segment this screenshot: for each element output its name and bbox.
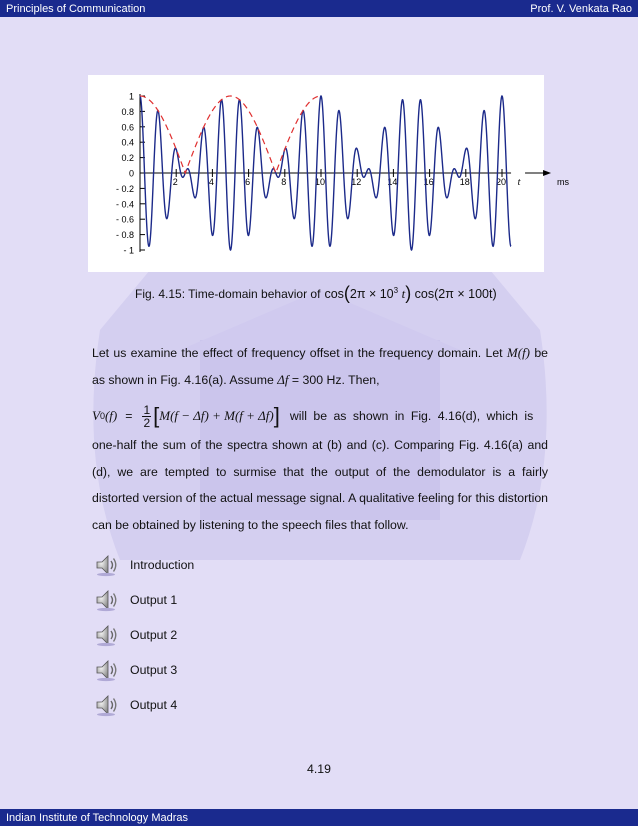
x-axis-unit: ms [557, 177, 570, 187]
y-tick-label: 0.6 [121, 122, 134, 133]
audio-item[interactable] [95, 692, 178, 718]
figure-caption [135, 283, 575, 305]
waveform-chart [88, 75, 570, 272]
audio-item[interactable] [95, 552, 195, 578]
audio-label[interactable]: Output 1 [130, 593, 178, 607]
paragraph-1-mf: M(f) [506, 345, 531, 360]
y-tick-label: 0.2 [121, 153, 134, 164]
paragraph-1-text-b: be as shown in Fig. 4.16(a). Assume [92, 346, 548, 387]
x-axis-variable: t [517, 177, 521, 188]
formula-bracket-close: ] [273, 403, 280, 428]
y-tick-label: - 0.8 [115, 230, 134, 241]
y-tick-label: - 1 [123, 245, 134, 256]
speaker-icon[interactable] [95, 693, 121, 717]
header-title: Principles of Communication [6, 2, 146, 15]
caption-arg-2: 2π × 100t [438, 287, 493, 302]
y-tick-label: - 0.4 [115, 199, 134, 210]
x-tick-label: 8 [281, 177, 287, 187]
audio-label[interactable]: Output 3 [130, 663, 178, 677]
audio-label[interactable]: Output 2 [130, 628, 178, 642]
caption-text: Fig. 4.15: Time-domain behavior of [135, 287, 321, 301]
audio-label[interactable]: Output 4 [130, 698, 178, 712]
x-tick-label: 20 [495, 177, 507, 187]
paragraph-1-eq: = [291, 372, 300, 387]
header-bar [0, 0, 638, 17]
formula-fraction [142, 404, 151, 429]
fraction-numerator: 1 [143, 402, 151, 417]
audio-item[interactable] [95, 657, 178, 683]
caption-formula: $\cos(2\pi \times 10^3$ t) cos(2π × 100t) [324, 283, 497, 304]
audio-item[interactable] [95, 622, 178, 648]
formula-lhs: V [92, 408, 100, 423]
paragraph-1-delta-f: Δf [277, 371, 289, 387]
y-tick-label: - 0.2 [115, 183, 134, 194]
audio-label[interactable]: Introduction [130, 558, 195, 572]
paragraph-1-value: 300 [302, 372, 324, 387]
x-tick-label: 2 [172, 177, 178, 187]
fraction-denominator: 2 [143, 415, 151, 430]
footer-institute: Indian Institute of Technology Madras [6, 811, 189, 824]
caption-t: t [401, 286, 406, 302]
formula-body: M(f − Δf) + M(f + Δf) [159, 408, 274, 423]
audio-item[interactable] [95, 587, 178, 613]
paragraph-1-text-a: Let us examine the effect of frequency offset in the frequency domain. Let [92, 346, 503, 360]
x-tick-label: 16 [423, 177, 434, 187]
x-tick-label: 10 [314, 177, 326, 187]
y-tick-label: 1 [128, 91, 134, 102]
footer-bar [0, 809, 638, 826]
y-tick-label: 0.4 [121, 137, 134, 148]
speaker-icon[interactable] [95, 553, 121, 577]
formula-line [92, 396, 548, 436]
formula-lhs-arg: (f) [104, 408, 118, 423]
speaker-icon[interactable] [95, 623, 121, 647]
series-envelope [140, 96, 321, 173]
caption-exponent: 3 [393, 285, 399, 295]
y-tick-label: 0 [128, 168, 134, 179]
page-number: 4.19 [307, 762, 331, 776]
x-tick-label: 14 [387, 177, 398, 187]
caption-cos-1: cos [324, 287, 344, 302]
x-tick-label: 4 [208, 177, 214, 187]
formula-sub: 0 [99, 411, 105, 421]
y-tick-label: - 0.6 [115, 214, 134, 225]
formula-after-text: will be as shown in Fig. 4.16(d), which is [289, 409, 534, 423]
x-axis-arrowhead [543, 170, 551, 176]
formula-equals: = [125, 409, 133, 423]
formula-bracket-open: [ [153, 403, 160, 428]
figure-plot [88, 75, 570, 272]
paragraph-2: one-half the sum of the spectra shown at (b) and (c). Comparing Fig. 4.16(a) and (d), we are tempted to surmise that the output of the demodulator is a fairly distorted version of the actual message signal. A qualitative feeling for this distortion can be obtained by listening to the speech files that follow. [92, 438, 548, 532]
header-author: Prof. V. Venkata Rao [530, 2, 632, 15]
speaker-icon[interactable] [95, 588, 121, 612]
paragraph-1 [92, 340, 548, 393]
speaker-icon[interactable] [95, 658, 121, 682]
paragraph-1-text-c: Hz. Then, [326, 372, 380, 387]
caption-arg-1: 2π × 10 [349, 287, 394, 302]
y-tick-label: 0.8 [121, 106, 134, 117]
caption-cos-2: cos [414, 287, 435, 302]
x-tick-label: 6 [245, 177, 251, 187]
x-tick-label: 12 [351, 177, 362, 187]
x-tick-label: 18 [459, 177, 470, 187]
